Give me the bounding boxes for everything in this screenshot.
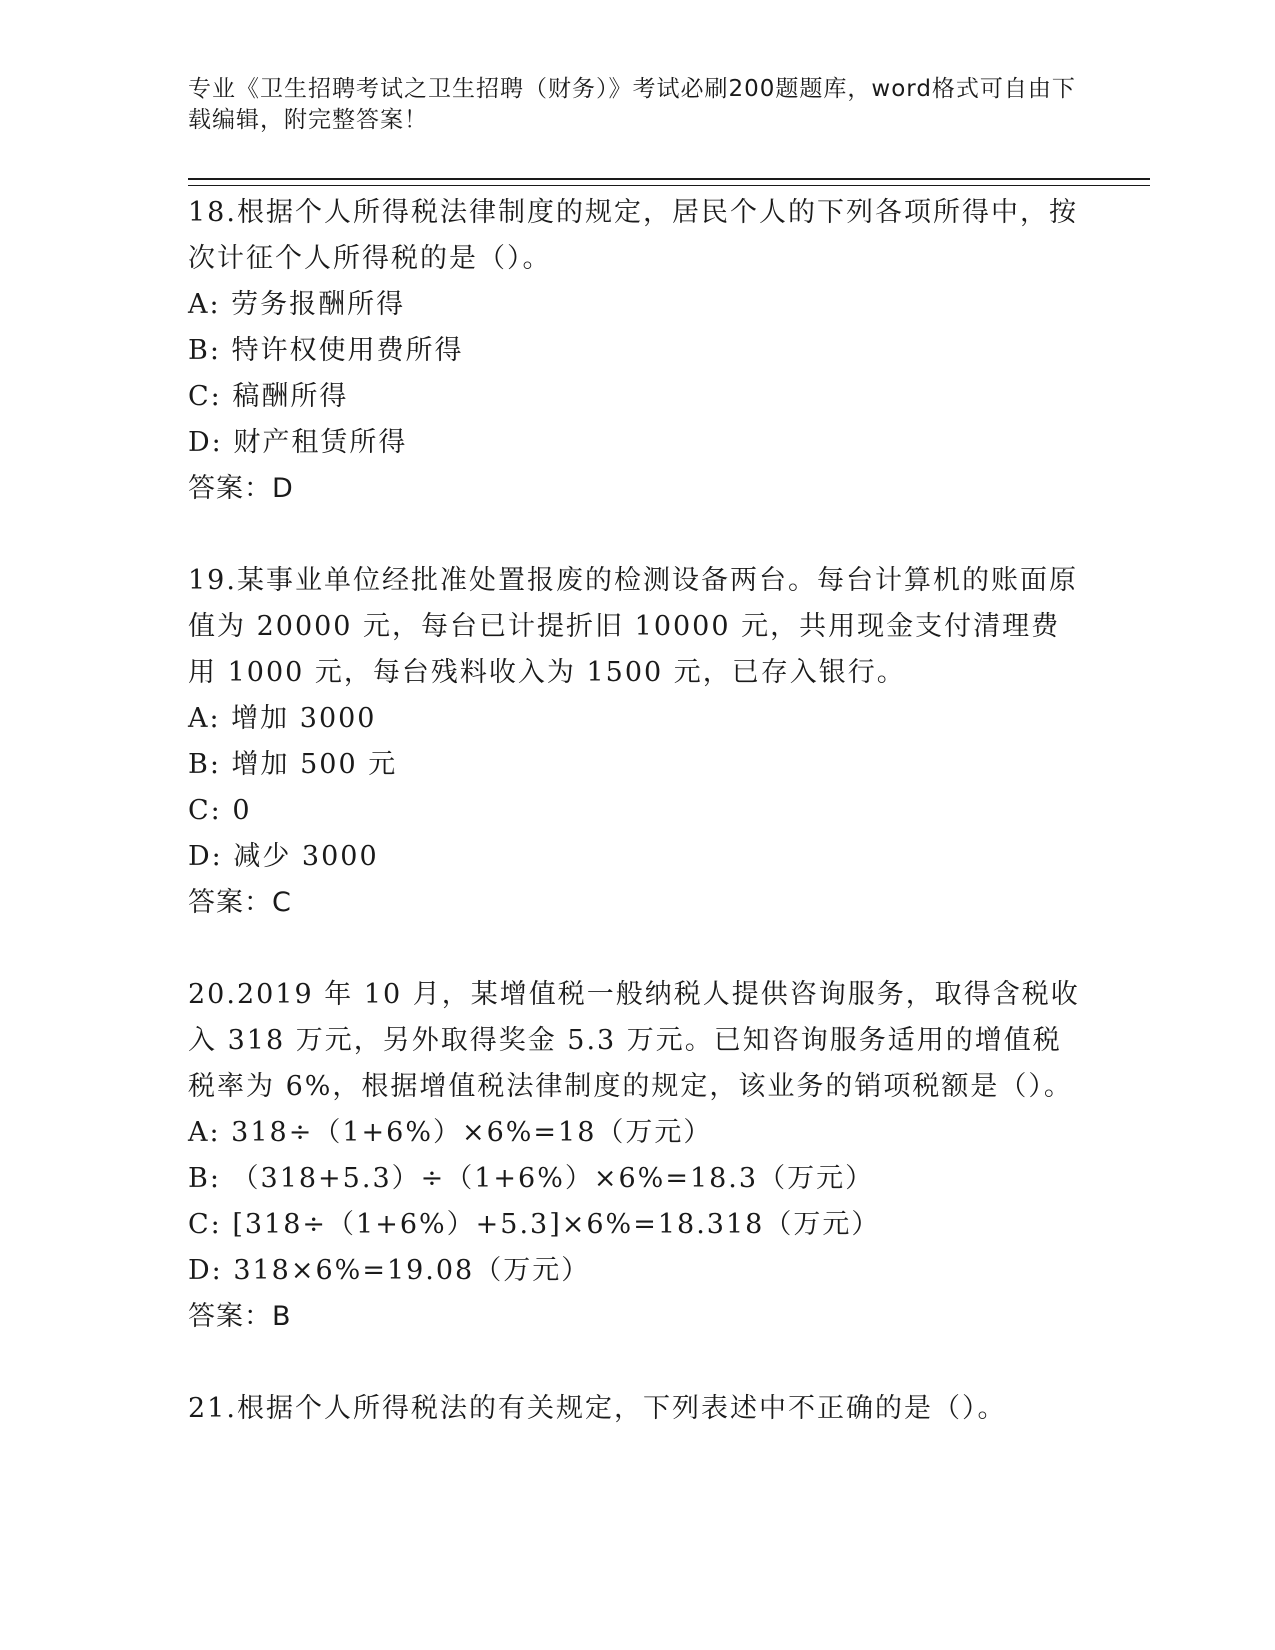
option-a: A: 增加 3000	[188, 703, 377, 734]
question-stem: 19.某事业单位经批准处置报废的检测设备两台。每台计算机的账面原值为 20000 元，每台已计提折旧 10000 元，共用现金支付清理费用 1000 元，每台残料收入为 1500 元，已存入银行。	[188, 565, 1078, 688]
question-19	[188, 558, 1088, 926]
answer-label: 答案：B	[188, 1301, 292, 1332]
question-21	[188, 1386, 1088, 1432]
option-c: C: 稿酬所得	[188, 381, 349, 412]
option-c: C: [318÷（1+6%）+5.3]×6%=18.318（万元）	[188, 1209, 881, 1240]
option-d: D: 减少 3000	[188, 841, 379, 872]
document-header: 专业《卫生招聘考试之卫生招聘（财务）》考试必刷200题题库，word格式可自由下载编辑，附完整答案！	[188, 76, 1076, 133]
option-c: C: 0	[188, 795, 252, 826]
option-b: B: 增加 500 元	[188, 749, 398, 780]
answer-label: 答案：D	[188, 473, 294, 504]
option-d: D: 财产租赁所得	[188, 427, 408, 458]
question-list	[188, 190, 1088, 1478]
answer-label: 答案：C	[188, 887, 292, 918]
option-b: B: 特许权使用费所得	[188, 335, 464, 366]
header-divider	[188, 178, 1150, 186]
option-a: A: 劳务报酬所得	[188, 289, 406, 320]
question-20	[188, 972, 1088, 1340]
question-18	[188, 190, 1088, 512]
option-d: D: 318×6%=19.08（万元）	[188, 1255, 591, 1286]
question-stem: 20.2019 年 10 月，某增值税一般纳税人提供咨询服务，取得含税收入 318 万元，另外取得奖金 5.3 万元。已知咨询服务适用的增值税税率为 6%，根据增值税法律制度的规定，该业务的销项税额是（）。	[188, 979, 1080, 1102]
option-b: B: （318+5.3）÷（1+6%）×6%=18.3（万元）	[188, 1163, 875, 1194]
question-stem: 21.根据个人所得税法的有关规定，下列表述中不正确的是（）。	[188, 1393, 1007, 1424]
option-a: A: 318÷（1+6%）×6%=18（万元）	[188, 1117, 713, 1148]
question-stem: 18.根据个人所得税法律制度的规定，居民个人的下列各项所得中，按次计征个人所得税的是（）。	[188, 197, 1078, 274]
